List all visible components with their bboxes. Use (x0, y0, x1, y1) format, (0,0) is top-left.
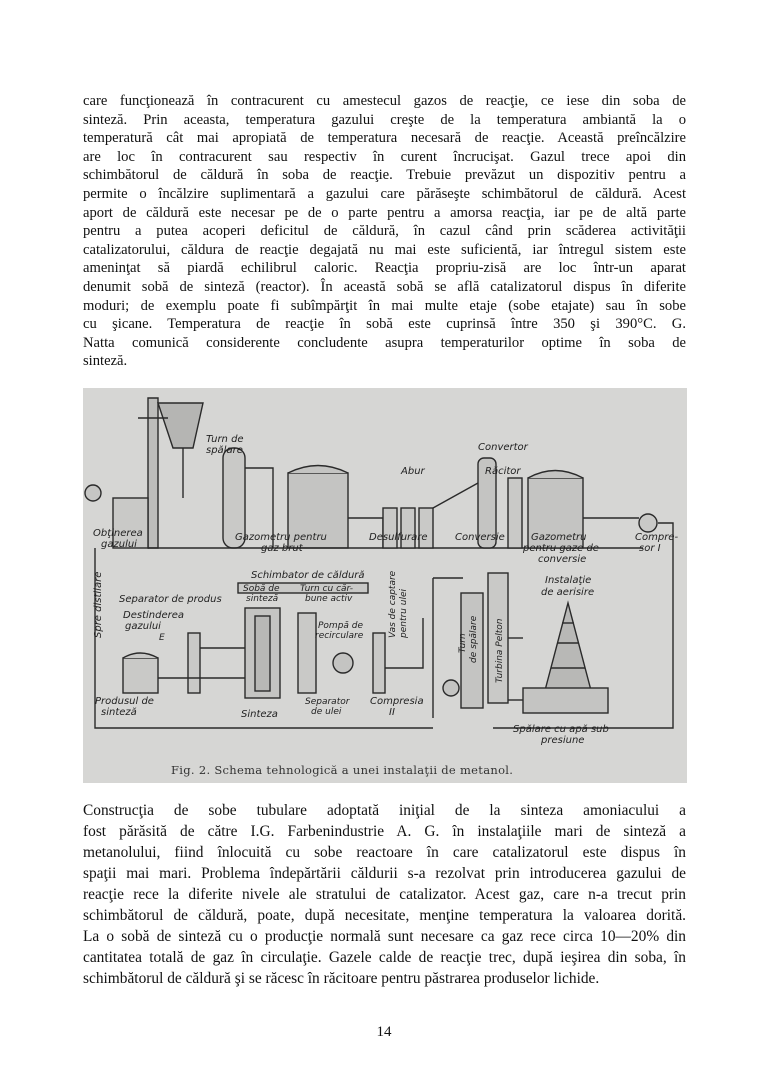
label-compresor-1: Compre- (635, 532, 679, 543)
label-turn-spalare-b-1: Turn (458, 633, 468, 653)
label-instalatie-2: de aerisire (541, 587, 595, 598)
label-turn-carbune-1: Turn cu căr- (300, 584, 353, 594)
label-compresia-2: II (389, 707, 395, 718)
methanol-plant-schematic (83, 388, 687, 783)
paragraph-1 (83, 92, 686, 371)
text-line: cu şicane. Temperatura de reacţie în sobă este cuprinsă între 350 şi 390°C. G. (83, 316, 686, 333)
label-pompa-2: recirculare (315, 631, 364, 641)
text-line: aport de căldură este necesar pe de o parte pentru a amorsa reacţia, iar pe de altă parte (83, 204, 686, 221)
label-desulfurare: Desulfurare (369, 532, 428, 543)
text-line: moduri; de exemplu poate fi subîmpărţit în mai multe etaje (sobe etajate) sau în sobe (83, 297, 686, 314)
label-soba-2: sinteză (246, 594, 279, 604)
text-line: schimbătorul de căldură şi se răcesc în răcitoare pentru păstrarea produselor lichide. (83, 970, 600, 987)
label-turn-spalare-1: Turn de (206, 434, 244, 445)
text-line: spaţii mai mari. Problema îndepărtării căldurii s-a rezolvat prin introducerea gazului de (83, 865, 686, 882)
label-separator-ulei-1: Separator (305, 697, 350, 707)
text-line: schimbătorul de căldură în soba de reacţie. Trebuie prevăzut un dispozitiv pentru a (83, 167, 686, 184)
text-line: catalizatorului, căldura de reacţie degajată nu mai este suficientă, iar întregul sistem este (83, 241, 686, 258)
text-line: are loc în contracurent sau respectiv în curent încrucişat. Gazul trece apoi din (83, 148, 686, 165)
label-soba-1: Sobă de (243, 584, 280, 594)
label-produsul-1: Produsul de (95, 696, 154, 707)
label-compresor-2: sor I (639, 543, 661, 554)
label-gazometru-conv-2: pentru gaze de (523, 543, 599, 554)
text-line: care funcţionează în contracurent cu amestecul gazos de reacţie, ce iese din soba de (83, 93, 686, 109)
page-number: 14 (376, 1024, 392, 1040)
label-gazometru-conv-1: Gazometru (531, 532, 587, 543)
text-line: cantitatea totală de gaz în circulaţie. Gazele calde de reacţie trec, după ieşirea din soba, în (83, 949, 686, 966)
label-turbina-pelton: Turbina Pelton (495, 618, 505, 683)
figure-caption: Fig. 2. Schema tehnologică a unei instalaţii de metanol. (171, 763, 514, 777)
text-line: permite o încălzire suplimentară a gazului care părăseşte schimbătorul de căldură. Acest (83, 185, 686, 202)
label-obtinerea-1: Obţinerea (93, 528, 143, 539)
text-line: sinteză. (83, 353, 128, 370)
label-gazometru-brut-2: gaz brut (261, 543, 303, 554)
label-conversie: Conversie (455, 532, 505, 543)
label-pompa-1: Pompă de (318, 621, 364, 631)
svg-text:spălare (206, 445, 243, 456)
label-abur: Abur (401, 466, 425, 477)
label-convertor: Convertor (478, 442, 528, 453)
label-spalare-apa-2: presiune (541, 735, 585, 746)
text-line: metanolului, fiind înlocuită cu sobe reactoare în care catalizatorul este dispus în (83, 844, 686, 861)
label-instalatie-1: Instalaţie (545, 575, 592, 586)
label-destinderea-3: E (159, 633, 165, 643)
label-produsul-2: sinteză (101, 707, 137, 718)
label-vas-captare-2: pentru ulei (399, 589, 409, 638)
label-compresia-1: Compresia (370, 696, 424, 707)
label-spalare-apa-1: Spălare cu apă sub (513, 724, 609, 735)
label-turn-carbune-2: bune activ (305, 594, 353, 604)
label-turn-spalare-b-2: de spălare (469, 615, 479, 663)
label-gazometru-conv-3: conversie (538, 554, 587, 565)
label-destinderea-1: Destinderea (123, 610, 184, 621)
text-line: Natta comunică considerente concludente asupra temperaturilor optime în soba de (83, 334, 686, 351)
label-racitor: Răcitor (485, 466, 521, 477)
label-obtinerea-2: gazului (101, 539, 137, 550)
label-spre-distilare: Spre distilare (93, 571, 104, 638)
label-separator-produs: Separator de produs (119, 594, 222, 605)
text-line: fost părăsită de către I.G. Farbenindustrie A. G. în instalaţiile mari de sinteză a (83, 823, 686, 840)
label-vas-captare-1: Vas de captare (388, 570, 398, 638)
text-line: temperatură cât mai apropiată de temperatura necesară de reacţie. Această preîncălzire (83, 130, 686, 147)
svg-text:Turn de (206, 434, 244, 445)
text-line: ameninţat să piardă echilibrul caloric. Reacţia propriu-zisă are loc într-un aparat (83, 260, 686, 277)
label-destinderea-2: gazului (125, 621, 161, 632)
text-line: denumit sobă de sinteză (reactor). În această sobă se află catalizatorul dispus în diferite (83, 278, 686, 295)
text-line: reacţie rece la diferite nivele ale stratului de catalizator. Acest gaz, care n-a trecut prin (83, 886, 686, 903)
diagram-labels (93, 434, 678, 777)
label-gazometru-brut-1: Gazometru pentru (235, 532, 327, 543)
text-line: pentru a putea acoperi deficitul de căldură, în cazul când prin scăderea activităţii (83, 223, 686, 240)
text-line: schimbătorul de căldură, poate, după necesitate, menţine temperatura la valoarea dorită. (83, 907, 686, 924)
label-schimbator: Schimbator de căldură (251, 570, 365, 581)
text-line: La o sobă de sinteză cu o producţie normală sunt necesare ca gaz rece circa 10—20% din (83, 928, 686, 945)
paragraph-2 (83, 800, 686, 989)
text-line: Construcţia de sobe tubulare adoptată iniţial de la sinteza amoniacului a (83, 802, 686, 819)
label-separator-ulei-2: de ulei (311, 707, 342, 717)
label-sinteza: Sinteza (241, 709, 278, 720)
text-line: sinteză. Prin aceasta, temperatura gazului creşte de la temperatura ambiantă la o (83, 111, 686, 128)
label-turn-spalare-2: spălare (206, 445, 243, 456)
process-diagram-figure (83, 388, 687, 783)
